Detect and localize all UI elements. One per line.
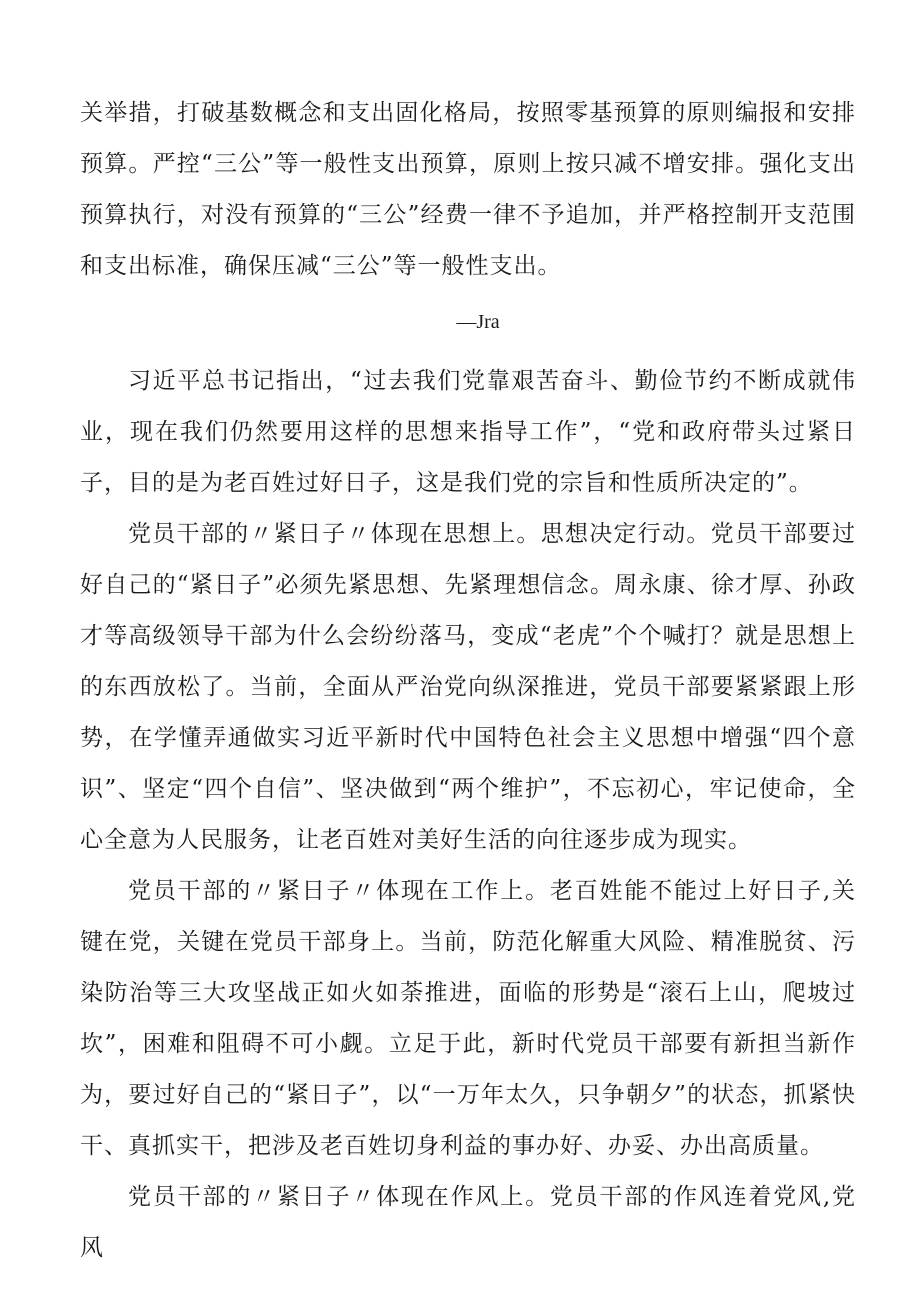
signature-line: —Jra xyxy=(456,311,500,333)
paragraph-thought: 党员干部的〃紧日子〃体现在思想上。思想决定行动。党员干部要过好自己的“紧日子”必须先紧思想、先紧理想信念。周永康、徐才厚、孙政才等高级领导干部为什么会纷纷落马，变成“老虎”个个喊打？就是思想上的东西放松了。当前，全面从严治党向纵深推进，党员干部要紧紧跟上形势，在学懂弄通做实习近平新时代中国特色社会主义思想中增强“四个意识”、坚定“四个自信”、坚决做到“两个维护”，不忘初心，牢记使命，全心全意为人民服务，让老百姓对美好生活的向往逐步成为现实。 xyxy=(80,521,856,853)
paragraph-style: 党员干部的〃紧日子〃体现在作风上。党员干部的作风连着党风,党风 xyxy=(80,1184,856,1261)
document-body xyxy=(80,88,856,1274)
paragraph-quote: 习近平总书记指出，“过去我们党靠艰苦奋斗、勤俭节约不断成就伟业，现在我们仍然要用这样的思想来指导工作”，“党和政府带头过紧日子，目的是为老百姓过好日子，这是我们党的宗旨和性质所决定的”。 xyxy=(80,368,856,496)
paragraph-work: 党员干部的〃紧日子〃体现在工作上。老百姓能不能过上好日子,关键在党，关键在党员干部身上。当前，防范化解重大风险、精准脱贫、污染防治等三大攻坚战正如火如荼推进，面临的形势是“滚石上山，爬坡过坎”，困难和阻碍不可小觑。立足于此，新时代党员干部要有新担当新作为，要过好自己的“紧日子”，以“一万年太久，只争朝夕”的状态，抓紧快干、真抓实干，把涉及老百姓切身利益的事办好、办妥、办出高质量。 xyxy=(80,878,856,1159)
paragraph-budget-measures: 关举措，打破基数概念和支出固化格局，按照零基预算的原则编报和安排预算。严控“三公”等一般性支出预算，原则上按只减不增安排。强化支出预算执行，对没有预算的“三公”经费一律不予追加，并严格控制开支范围和支出标准，确保压减“三公”等一般性支出。 xyxy=(80,100,856,279)
